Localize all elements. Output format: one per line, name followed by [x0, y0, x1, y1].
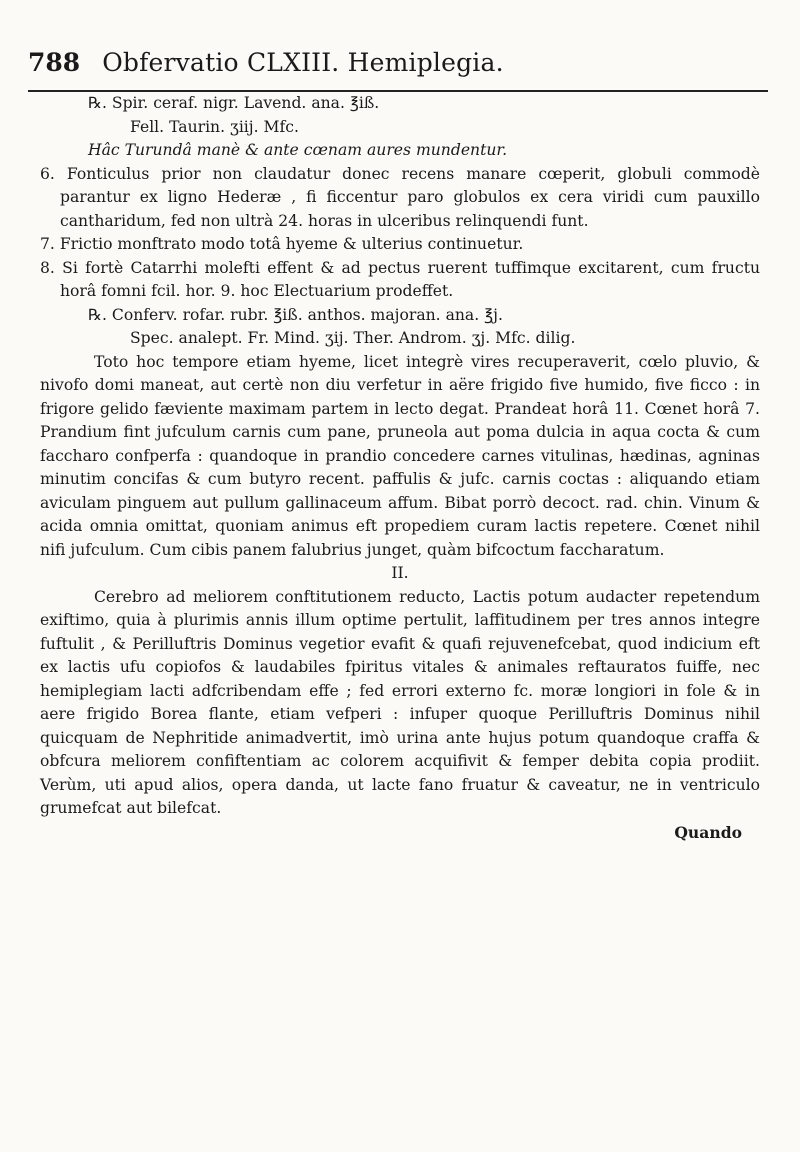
- instruction-line: Hâc Turundâ manè & ante cœnam aures mundentur.: [88, 141, 508, 159]
- catchword: Quando: [674, 822, 742, 842]
- paragraph: Cerebro ad meliorem conftitutionem reducto, Lactis potum audacter repetendum exiftimo, quia à plurimis annis illum optime pertulit, laffitudinem per tres annos integre fuftulit , & Perilluftris Dominus vegetior evafit & quafi rejuvenefcebat, quod indicium eft ex lactis ufu copiofos & laudabiles fpiritus vitales & animales reftauratos fuiffe, nec hemiplegiam lacti adfcribendam effe ; fed errori externo fc. moræ longiori in fole & in aere frigido Borea flante, etiam vefperi : infuper quoque Perilluftris Dominus nihil quicquam de Nephritide animadvertit, imò urina ante hujus potum quandoque craffa & obfcura meliorem confiftentiam ac colorem acquifivit & femper debita copia prodiit. Verùm, uti apud alios, opera danda, ut lacte fano fruatur & caveatur, ne in ventriculo grumefcat aut bilefcat.: [40, 587, 760, 817]
- prescription-line: ℞. Spir. ceraf. nigr. Lavend. ana. ℥iß.: [88, 94, 380, 112]
- body-text: [40, 92, 760, 844]
- running-title: Obfervatio CLXIII. Hemiplegia.: [102, 48, 504, 77]
- numbered-item-6: 6. Fonticulus prior non claudatur donec recens manare cœperit, globuli commodè parantur ex ligno Hederæ , fi ficcentur paro globulos ex cera viridi cum pauxillo cantharidum, fed non ultrà 24. horas in ulceribus relinquendi funt.: [40, 164, 760, 230]
- numbered-item-8: 8. Si fortè Catarrhi molefti effent & ad pectus ruerent tuffimque excitarent, cum fructu horâ fomni fcil. hor. 9. hoc Electuarium prodeffet.: [40, 258, 760, 300]
- running-header: [28, 48, 768, 77]
- prescription-line: Spec. analept. Fr. Mind. ʒij. Ther. Androm. ʒj. Mfc. dilig.: [130, 329, 576, 347]
- section-heading: II.: [391, 564, 409, 582]
- prescription-line: ℞. Conferv. rofar. rubr. ℥iß. anthos. majoran. ana. ℥j.: [88, 305, 503, 324]
- page-number: 788: [28, 48, 81, 77]
- prescription-line: Fell. Taurin. ʒiij. Mfc.: [130, 117, 299, 136]
- paragraph: Toto hoc tempore etiam hyeme, licet integrè vires recuperaverit, cœlo pluvio, & nivofo domi maneat, aut certè non diu verfetur in aëre frigido five humido, five ficco : in frigore gelido fæviente maximam partem in lecto degat. Prandeat horâ 11. Cœnet horâ 7. Prandium fint jufculum carnis cum pane, pruneola aut poma dulcia in aqua cocta & cum faccharo confperfa : quandoque in prandio concedere carnes vitulinas, hædinas, agninas minutim concifas & cum butyro recent. paffulis & jufc. carnis coctas : aliquando etiam aviculam pinguem aut pullum gallinaceum affum. Bibat porrò decoct. rad. chin. Vinum & acida omnia omittat, quoniam animus eft propediem curam lactis repetere. Cœnet nihil nifi jufculum. Cum cibis panem falubrius junget, quàm bifcoctum faccharatum.: [40, 352, 760, 559]
- numbered-item-7: 7. Frictio monftrato modo totâ hyeme & ulterius continuetur.: [40, 235, 524, 253]
